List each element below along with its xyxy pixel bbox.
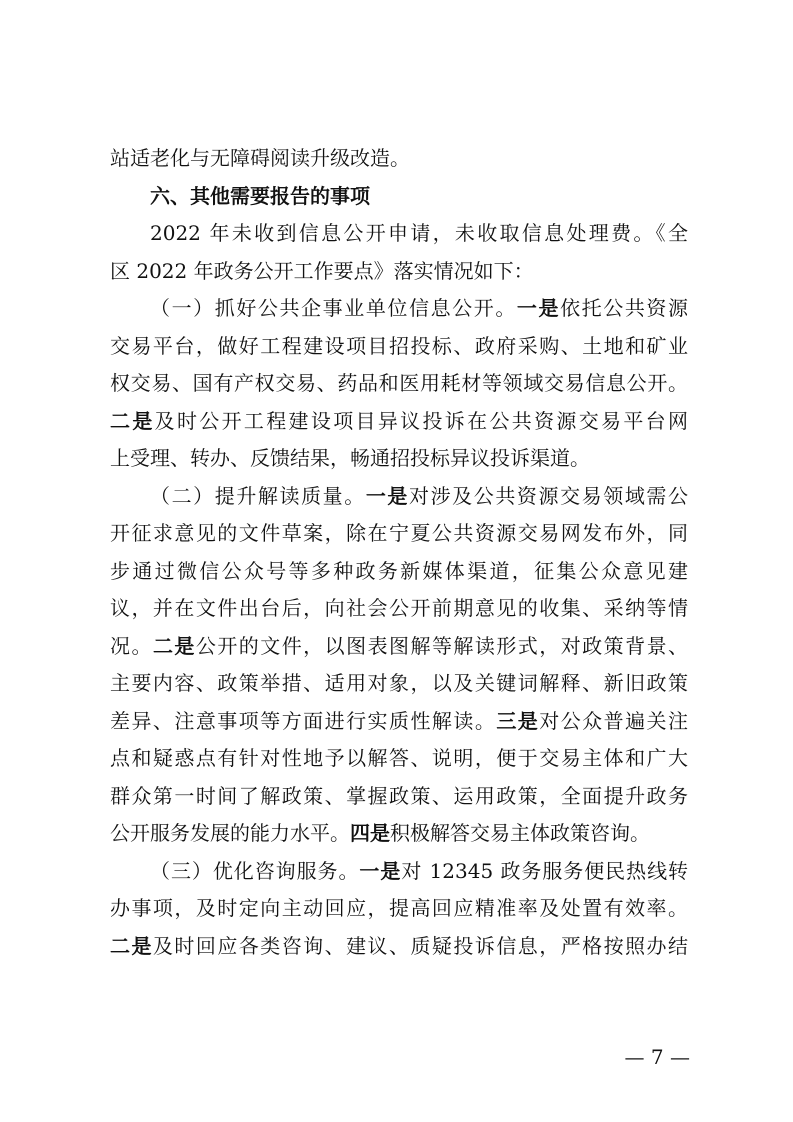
text-fragment: 对 12345 政务服务便民热线转 [401, 858, 689, 883]
text-fragment: 公开服务发展的能力水平。 [110, 821, 350, 845]
text-fragment: 公开的文件，以图表图解等解读形式，对政策背景、 [195, 633, 689, 658]
text-line: 步通过微信公众号等多种政务新媒体渠道，征集公众意见建 [110, 558, 688, 583]
text-line: 主要内容、政策举措、适用对象，以及关键词解释、新旧政策 [110, 671, 688, 695]
text-fragment: 及时公开工程建设项目异议投诉在公共资源交易平台网 [154, 408, 689, 433]
text-line: 办事项，及时定向主动回应，提高回应精准率及处置有效率。 [110, 896, 688, 920]
document-body [110, 140, 688, 965]
text-line: 点和疑惑点有针对性地予以解答、说明，便于交易主体和广大 [110, 746, 688, 770]
text-line: 交易平台，做好工程建设项目招投标、政府采购、土地和矿业 [110, 333, 688, 358]
text-fragment: 及时回应各类咨询、建议、质疑投诉信息，严格按照办结 [152, 933, 689, 958]
bold-marker: 二是 [152, 633, 196, 658]
subsection-title: （三）优化咨询服务。 [150, 858, 360, 883]
page-number: — 7 — [624, 1045, 690, 1069]
text-line [110, 928, 688, 966]
text-line [110, 403, 688, 441]
text-fragment: 对公众普遍关注 [539, 708, 689, 733]
text-fragment: 依托公共资源 [560, 296, 689, 320]
text-line [110, 815, 688, 853]
text-line: 2022 年未收到信息公开申请，未收取信息处理费。《全 [150, 221, 688, 245]
text-line: 上受理、转办、反馈结果，畅通招投标异议投诉渠道。 [110, 446, 590, 470]
text-line: 站适老化与无障碍阅读升级改造。 [110, 146, 410, 170]
subsection-title: （一）抓好公共企事业单位信息公开。 [150, 296, 517, 320]
text-line [110, 628, 688, 666]
paragraph-3-line [110, 853, 688, 891]
paragraph-1-line [110, 290, 688, 328]
section-heading: 六、其他需要报告的事项 [150, 183, 370, 208]
text-fragment: 对涉及公共资源交易领域需公 [409, 483, 689, 508]
bold-marker: 四是 [350, 821, 390, 845]
text-line [110, 703, 688, 741]
bold-marker: 二是 [110, 408, 155, 433]
text-fragment: 差异、注意事项等方面进行实质性解读。 [110, 708, 497, 733]
bold-marker: 一是 [359, 858, 402, 883]
text-line: 权交易、国有产权交易、药品和医用耗材等领域交易信息公开。 [110, 371, 688, 395]
text-line: 议，并在文件出台后，向社会公开前期意见的收集、采纳等情 [110, 596, 688, 620]
bold-marker: 二是 [110, 933, 153, 958]
paragraph-2-line [110, 478, 688, 516]
bold-marker: 一是 [516, 296, 561, 320]
text-line: 群众第一时间了解政策、掌握政策、运用政策，全面提升政务 [110, 783, 688, 808]
bold-marker: 三是 [496, 708, 540, 733]
text-fragment: 积极解答交易主体政策咨询。 [390, 821, 650, 845]
subsection-title: （二）提升解读质量。 [150, 483, 366, 508]
text-line: 区 2022 年政务公开工作要点》落实情况如下： [110, 258, 534, 283]
text-fragment: 况。 [110, 633, 153, 658]
bold-marker: 一是 [365, 483, 410, 508]
text-line: 开征求意见的文件草案，除在宁夏公共资源交易网发布外，同 [110, 521, 688, 545]
